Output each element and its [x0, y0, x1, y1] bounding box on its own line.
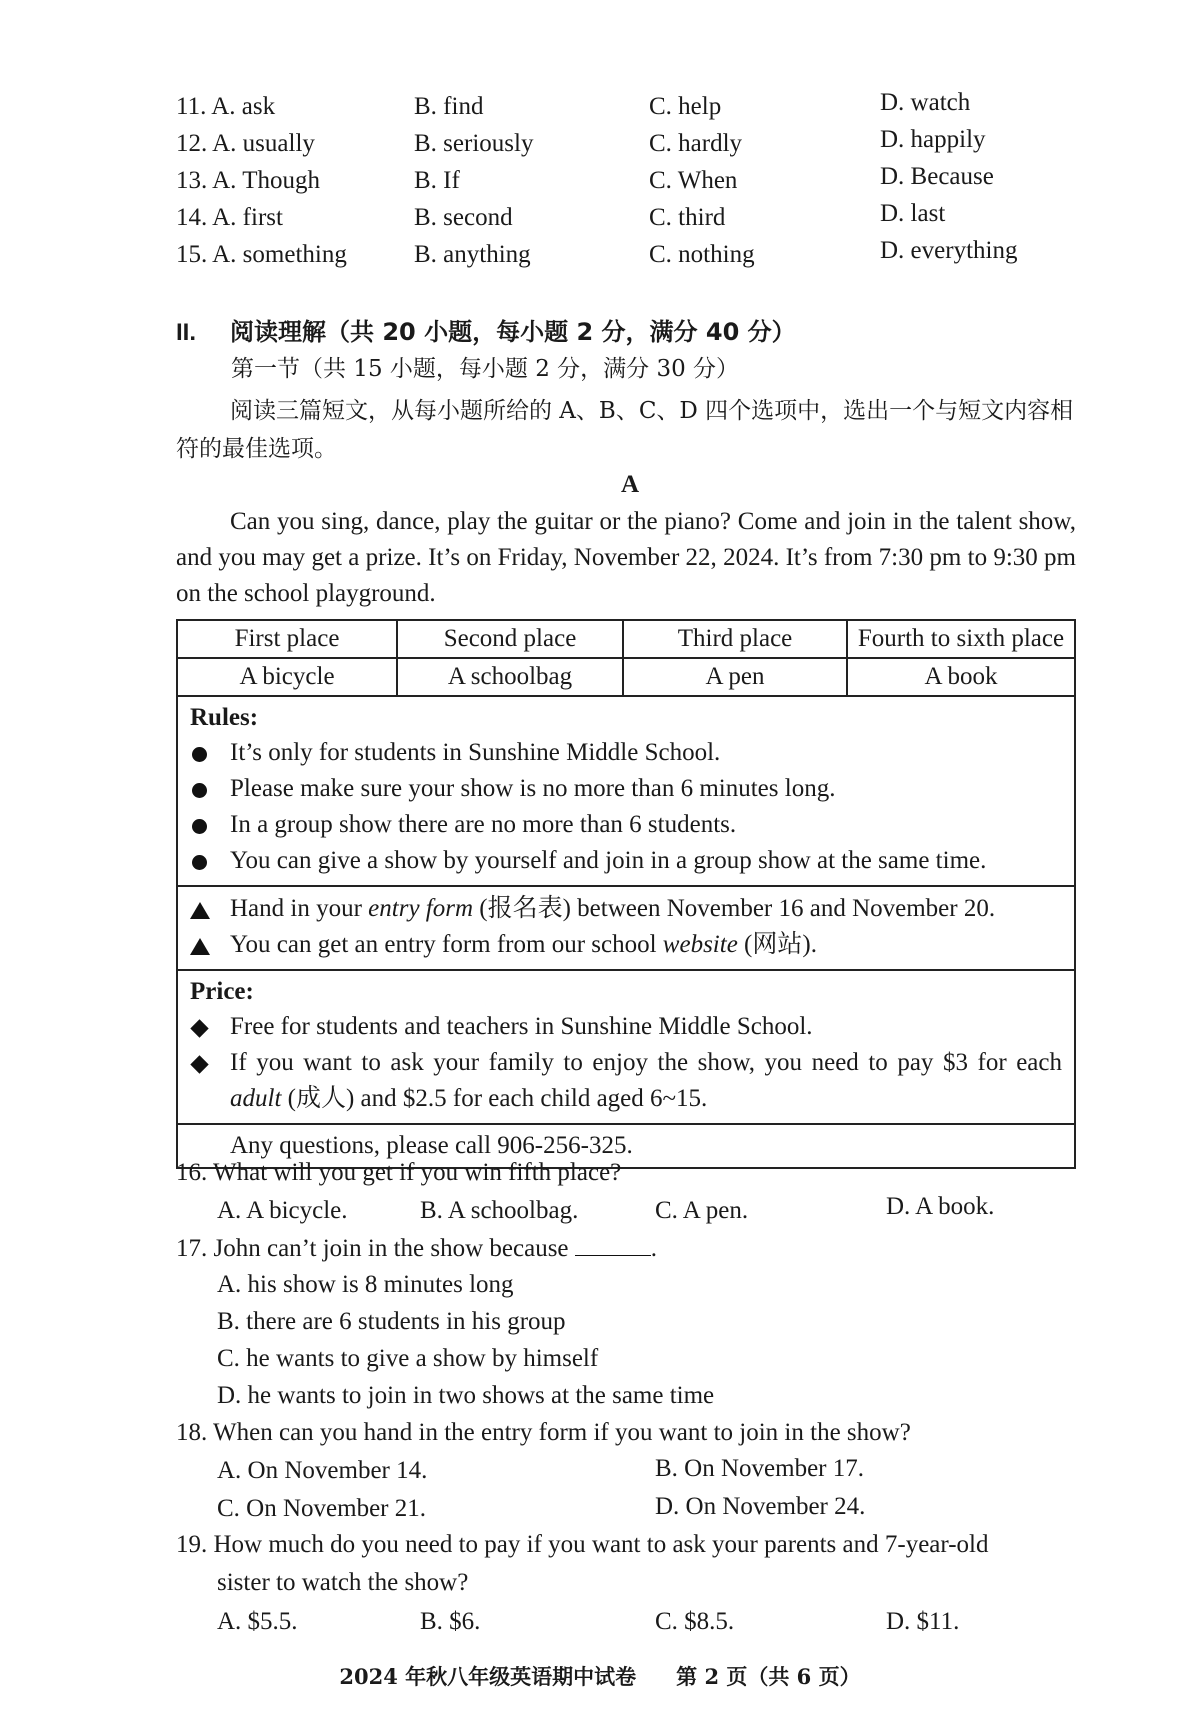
q18-option-d: D. On November 24.: [655, 1493, 866, 1520]
prize-header: Fourth to sixth place: [848, 621, 1074, 659]
q16-option-c: C. A pen.: [655, 1197, 749, 1224]
q18-option-c: C. On November 21.: [217, 1495, 426, 1522]
q17-option-c: C. he wants to give a show by himself: [217, 1345, 599, 1372]
q18-option-a: A. On November 14.: [217, 1457, 428, 1484]
q16-option-a: A. A bicycle.: [217, 1197, 348, 1224]
contact-line: Any questions, please call 906-256-325.: [230, 1132, 633, 1159]
price-item: Free for students and teachers in Sunshine Middle School.: [190, 1009, 1062, 1045]
bullet-dot-icon: [192, 783, 207, 798]
option-c: C. When: [649, 167, 738, 194]
option-d: D. everything: [880, 237, 1018, 264]
cloze-options-14: [176, 200, 1076, 239]
section-heading: [176, 318, 796, 348]
talent-show-poster: [176, 619, 1076, 1169]
question-17-stem: 17. John can’t join in the show because .: [176, 1235, 658, 1262]
q17-option-d: D. he wants to join in two shows at the same time: [217, 1382, 715, 1409]
option-c: C. third: [649, 204, 726, 231]
cloze-options-11: [176, 89, 1076, 128]
prize-value: A bicycle: [178, 659, 398, 697]
price-item: If you want to ask your family to enjoy the show, you need to pay $3 for each adult (成人) and $2.5 for each child aged 6~15.: [190, 1045, 1062, 1117]
q17-option-b: B. there are 6 students in his group: [217, 1308, 566, 1335]
bullet-triangle-icon: [190, 938, 210, 955]
prize-header: First place: [178, 621, 398, 659]
bullet-dot-icon: [192, 855, 207, 870]
page-footer: [0, 1664, 1200, 1689]
question-19-stem-cont: sister to watch the show?: [217, 1569, 469, 1596]
q17-option-a: A. his show is 8 minutes long: [217, 1271, 514, 1298]
entry-box: [178, 887, 1074, 971]
part-heading: 第一节（共 15 小题，每小题 2 分，满分 30 分）: [231, 356, 740, 382]
q19-option-a: A. $5.5.: [217, 1608, 298, 1635]
answer-blank: [575, 1233, 651, 1256]
rule-item: In a group show there are no more than 6 students.: [190, 807, 1062, 843]
option-b: B. anything: [414, 241, 531, 268]
page-number: 第 2 页（共 6 页）: [676, 1664, 861, 1689]
option-b: B. seriously: [414, 130, 534, 157]
section-number: II.: [176, 319, 197, 346]
rules-box: [178, 697, 1074, 887]
bullet-diamond-icon: [190, 1055, 208, 1073]
q19-option-b: B. $6.: [420, 1608, 481, 1635]
q19-option-d: D. $11.: [886, 1608, 960, 1635]
rule-item: You can give a show by yourself and join in a group show at the same time.: [190, 843, 1062, 879]
option-a: 13. A. Though: [176, 167, 320, 194]
prize-value: A schoolbag: [398, 659, 624, 697]
cloze-options-15: [176, 237, 1076, 276]
prize-value: A pen: [624, 659, 848, 697]
option-a: 11. A. ask: [176, 93, 276, 120]
section-title: 阅读理解（共 20 小题，每小题 2 分，满分 40 分）: [230, 318, 796, 346]
option-c: C. nothing: [649, 241, 755, 268]
question-18-stem: 18. When can you hand in the entry form if you want to join in the show?: [176, 1419, 911, 1446]
option-a: 15. A. something: [176, 241, 347, 268]
rule-item: It’s only for students in Sunshine Middle School.: [190, 735, 1062, 771]
q18-option-b: B. On November 17.: [655, 1455, 864, 1482]
price-box: [178, 971, 1074, 1125]
section-instruction: 阅读三篇短文，从每小题所给的 A、B、C、D 四个选项中，选出一个与短文内容相符的最佳选项。: [176, 398, 1074, 462]
bullet-dot-icon: [192, 819, 207, 834]
option-b: B. If: [414, 167, 460, 194]
rule-item: Please make sure your show is no more than 6 minutes long.: [190, 771, 1062, 807]
prize-value: A book: [848, 659, 1074, 697]
option-d: D. last: [880, 200, 946, 227]
option-c: C. help: [649, 93, 722, 120]
bullet-triangle-icon: [190, 902, 210, 919]
option-d: D. watch: [880, 89, 971, 116]
prize-header: Third place: [624, 621, 848, 659]
option-d: D. Because: [880, 163, 994, 190]
q16-option-d: D. A book.: [886, 1193, 995, 1220]
footer-title: 2024 年秋八年级英语期中试卷: [339, 1664, 637, 1689]
q19-option-c: C. $8.5.: [655, 1608, 735, 1635]
option-c: C. hardly: [649, 130, 743, 157]
option-b: B. second: [414, 204, 513, 231]
price-title: Price:: [190, 978, 254, 1005]
prize-header: Second place: [398, 621, 624, 659]
question-19-stem: 19. How much do you need to pay if you want to ask your parents and 7-year-old: [176, 1531, 989, 1558]
passage-intro: Can you sing, dance, play the guitar or the piano? Come and join in the talent show, and you may get a prize. It’s on Friday, November 22, 2024. It’s from 7:30 pm to 9:30 pm on the school playground.: [176, 508, 1076, 607]
prize-table: [178, 621, 1074, 697]
question-16-stem: 16. What will you get if you win fifth place?: [176, 1159, 622, 1186]
cloze-options-12: [176, 126, 1076, 165]
bullet-dot-icon: [192, 747, 207, 762]
entry-item: You can get an entry form from our school website (网站).: [190, 927, 1062, 963]
entry-item: Hand in your entry form (报名表) between November 16 and November 20.: [190, 891, 1062, 927]
option-b: B. find: [414, 93, 484, 120]
passage-letter: A: [620, 471, 640, 498]
option-a: 12. A. usually: [176, 130, 315, 157]
option-a: 14. A. first: [176, 204, 283, 231]
bullet-diamond-icon: [190, 1019, 208, 1037]
q16-option-b: B. A schoolbag.: [420, 1197, 579, 1224]
cloze-options-13: [176, 163, 1076, 202]
rules-title: Rules:: [190, 704, 259, 731]
option-d: D. happily: [880, 126, 986, 153]
